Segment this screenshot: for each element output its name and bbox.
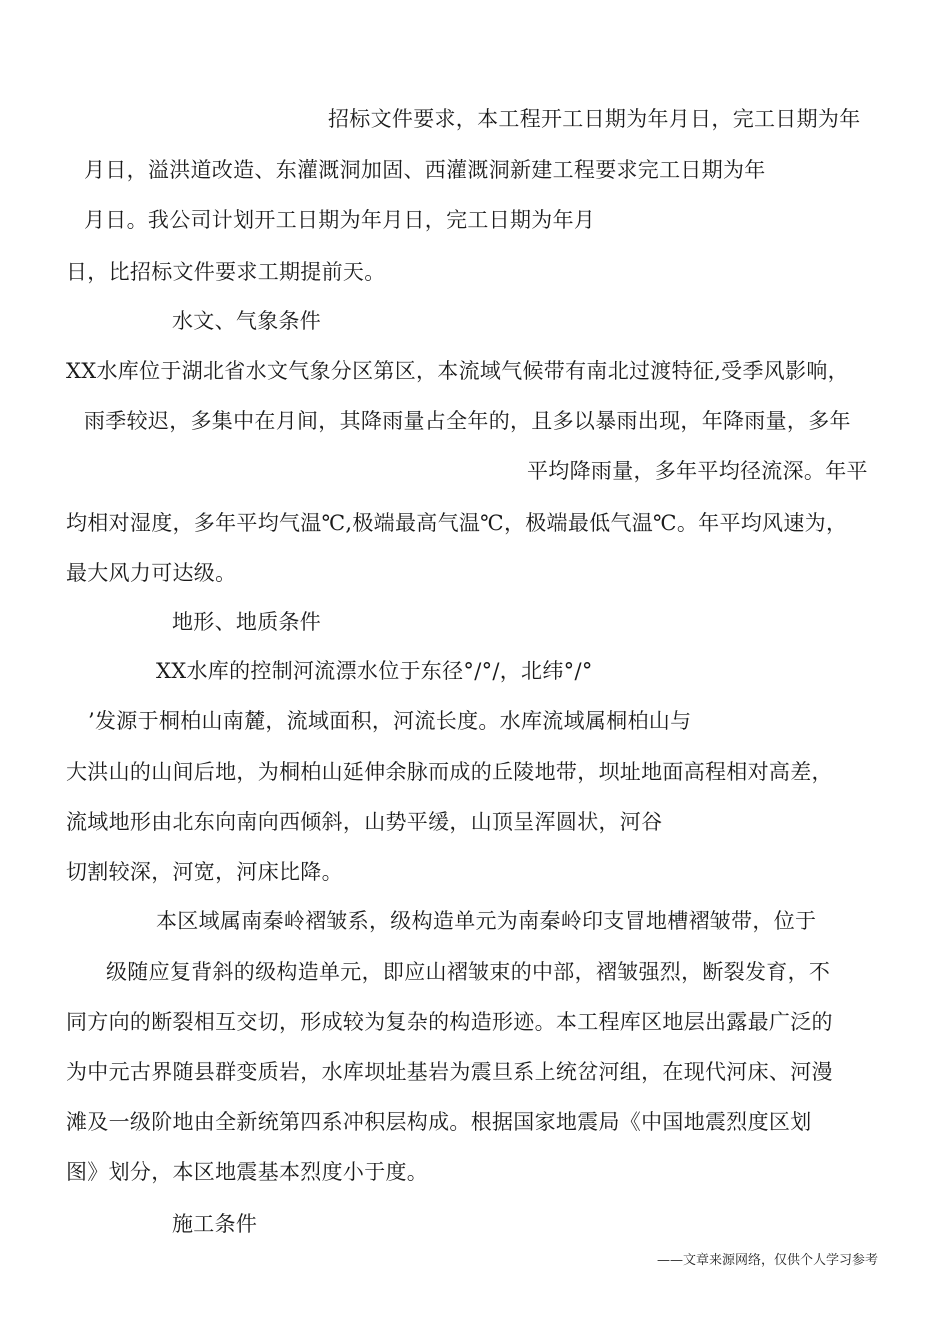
paragraph-line-18: 为中元古界随县群变质岩，水库坝址基岩为震旦系上统岔河组，在现代河床、河漫 bbox=[66, 1060, 833, 1084]
paragraph-line-10: XX水库的控制河流漂水位于东径°/°/，北纬°/° bbox=[156, 659, 593, 683]
paragraph-line-2: 月日，溢洪道改造、东灌溉洞加固、西灌溉洞新建工程要求完工日期为年 bbox=[84, 158, 766, 182]
footer-note: ——文章来源网络，仅供个人学习参考 bbox=[656, 1253, 878, 1268]
paragraph-line-20: 图》划分，本区地震基本烈度小于度。 bbox=[66, 1160, 429, 1184]
paragraph-line-14: 切割较深，河宽，河床比降。 bbox=[66, 860, 343, 884]
paragraph-line-3: 月日。我公司计划开工日期为年月日，完工日期为年月 bbox=[84, 208, 596, 232]
paragraph-line-6: 雨季较迟，多集中在月间，其降雨量占全年的，且多以暴雨出现，年降雨量，多年 bbox=[84, 409, 851, 433]
paragraph-line-11: ’发源于桐柏山南麓，流域面积，河流长度。水库流域属桐柏山与 bbox=[88, 709, 692, 733]
paragraph-line-9: 最大风力可达级。 bbox=[66, 561, 237, 585]
paragraph-line-1: 招标文件要求，本工程开工日期为年月日，完工日期为年 bbox=[328, 107, 861, 131]
paragraph-line-4: 日，比招标文件要求工期提前天。 bbox=[66, 260, 386, 284]
paragraph-line-7: 平均降雨量，多年平均径流深。年平 bbox=[527, 459, 868, 483]
paragraph-line-8: 均相对湿度，多年平均气温℃,极端最高气温℃，极端最低气温℃。年平均风速为， bbox=[66, 511, 848, 535]
paragraph-line-17: 同方向的断裂相互交切，形成较为复杂的构造形迹。本工程库区地层出露最广泛的 bbox=[66, 1010, 833, 1034]
paragraph-line-15: 本区域属南秦岭褶皱系，级构造单元为南秦岭印支冒地槽褶皱带，位于 bbox=[156, 909, 817, 933]
paragraph-line-13: 流域地形由北东向南向西倾斜，山势平缓，山顶呈浑圆状，河谷 bbox=[66, 810, 663, 834]
section-heading-construction: 施工条件 bbox=[172, 1212, 258, 1236]
paragraph-line-5: XX水库位于湖北省水文气象分区第区，本流域气候带有南北过渡特征,受季风影响， bbox=[66, 359, 849, 383]
section-heading-hydrology: 水文、气象条件 bbox=[172, 309, 322, 333]
paragraph-line-16: 级随应复背斜的级构造单元，即应山褶皱束的中部，褶皱强烈，断裂发育，不 bbox=[106, 960, 831, 984]
section-heading-terrain: 地形、地质条件 bbox=[172, 610, 322, 634]
paragraph-line-12: 大洪山的山间后地，为桐柏山延伸余脉而成的丘陵地带，坝址地面高程相对高差， bbox=[66, 760, 833, 784]
paragraph-line-19: 滩及一级阶地由全新统第四系冲积层构成。根据国家地震局《中国地震烈度区划 bbox=[66, 1110, 812, 1134]
